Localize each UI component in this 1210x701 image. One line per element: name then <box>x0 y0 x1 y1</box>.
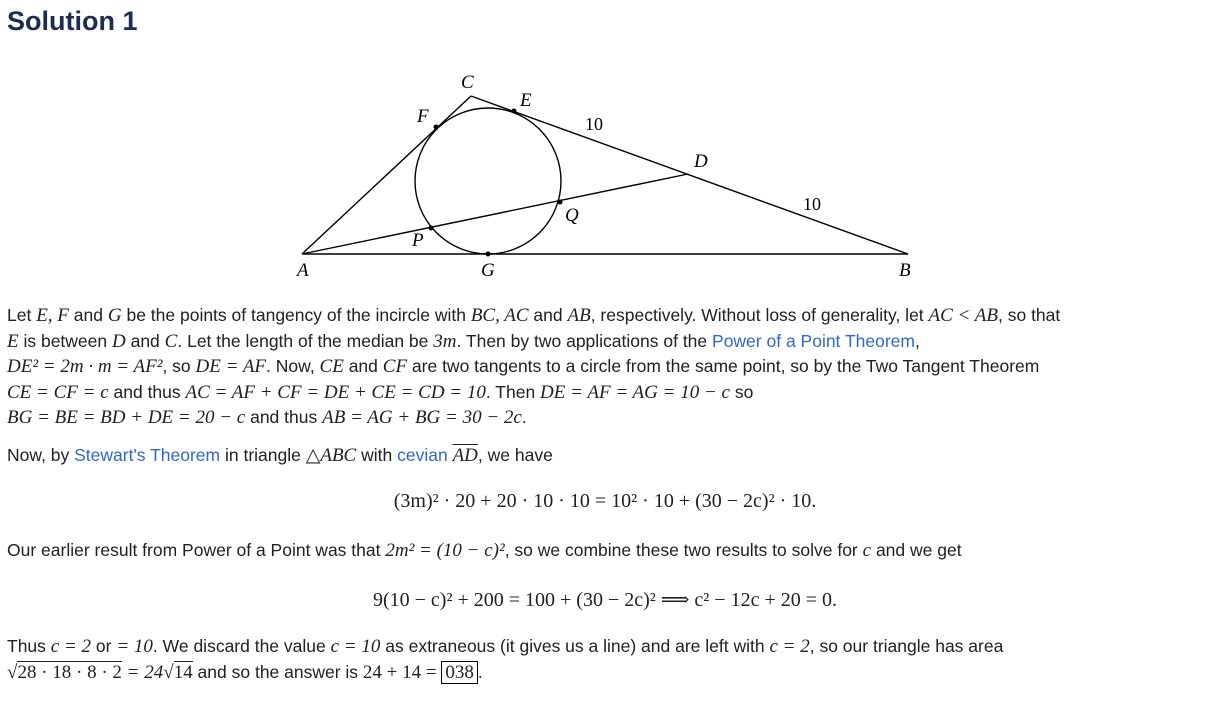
paragraph-1: Let E, F and G be the points of tangency of the incircle with BC, AC and AB, respectively. Without loss of generality, let AC < AB, so that E is between D and C. Let the length of the median be 3m. Then by two applications of the Power of a Point Theorem, DE² = 2m · m = AF², so DE = AF. Now, CE and CF are two tangents to a circle from the same point, so by the Two Tangent Theorem CE = CF = c and thus AC = AF + CF = DE + CE = CD = 10. Then DE = AF = AG = 10 − c so BG = BE = BD + DE = 20 − c and thus AB = AG + BG = 30 − 2c. <box>7 305 1061 428</box>
label-C: C <box>461 72 474 93</box>
label-B: B <box>899 260 911 281</box>
point-Q <box>558 200 563 205</box>
stewart-equation: (3m)² · 20 + 20 · 10 · 10 = 10² · 10 + (30 − 2c)² · 10. <box>393 490 817 512</box>
stewarts-theorem-link[interactable]: Stewart's Theorem <box>74 445 221 465</box>
label-Q: Q <box>565 205 579 226</box>
point-F <box>434 125 439 130</box>
power-of-a-point-link[interactable]: Power of a Point Theorem <box>712 330 915 351</box>
point-E <box>512 109 517 114</box>
paragraph-2: Now, by Stewart's Theorem in triangle △ABC with cevian $\overline{AD}$, we have <box>7 445 553 466</box>
sqrt-radicand: 28 · 18 · 8 · 2 <box>17 661 122 683</box>
paragraph-3: Our earlier result from Power of a Point was that 2m² = (10 − c)², so we combine these two results to solve for c and we get <box>7 540 962 561</box>
geometry-figure <box>280 62 920 284</box>
combined-equation: 9(10 − c)² + 200 = 100 + (30 − 2c)² ⟹ c² − 12c + 20 = 0. <box>372 589 838 611</box>
segment-CB <box>471 96 908 254</box>
label-E: E <box>520 90 532 111</box>
boxed-answer: 038 <box>441 661 478 684</box>
point-P <box>429 226 434 231</box>
segment-AC <box>302 96 471 254</box>
label-ED-length: 10 <box>585 114 603 134</box>
label-G: G <box>481 260 495 281</box>
incircle <box>415 108 561 254</box>
label-A: A <box>297 260 309 281</box>
label-F: F <box>417 106 429 127</box>
paragraph-4: Thus c = 2 or = 10. We discard the value c = 10 as extraneous (it gives us a line) and are left with c = 2, so our triangle has area √28 · 18 · 8 · 2 = 24√14 and so the answer is 24 + 14 = 038 . <box>7 636 1004 683</box>
cevian-link[interactable]: cevian <box>397 445 448 465</box>
label-DB-length: 10 <box>803 194 821 214</box>
segment-AD <box>302 174 688 254</box>
point-G <box>486 252 491 257</box>
solution-heading: Solution 1 <box>7 6 138 36</box>
label-D: D <box>694 151 708 172</box>
label-P: P <box>412 230 424 251</box>
